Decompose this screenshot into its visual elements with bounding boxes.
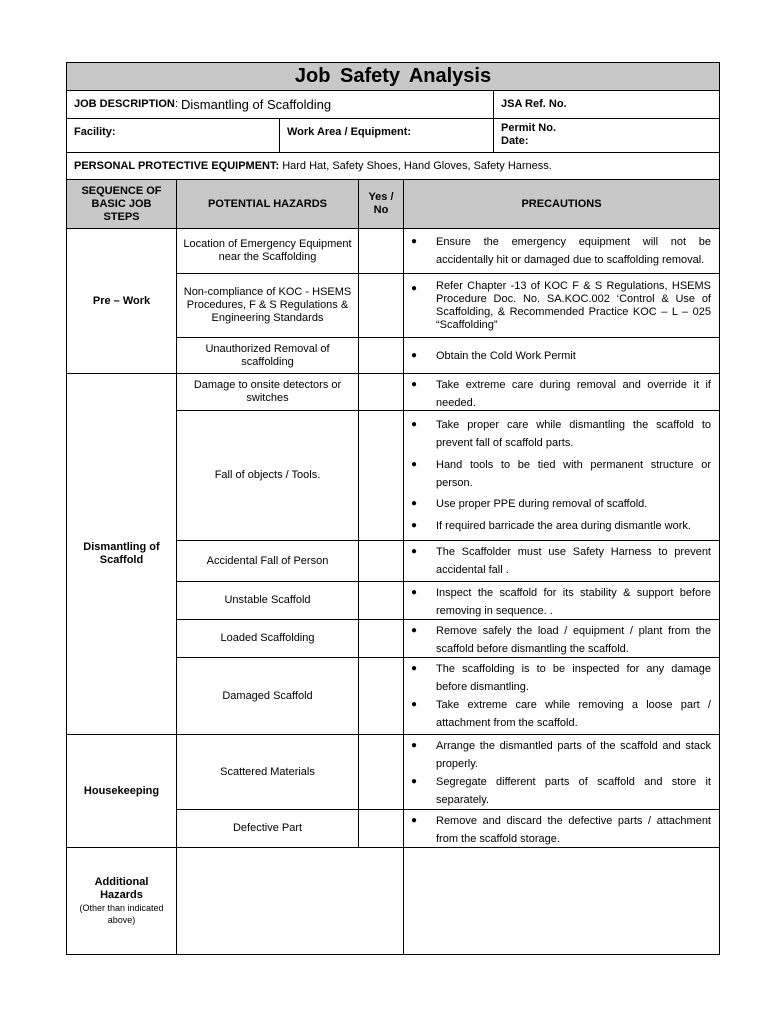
hazard-cell: Accidental Fall of Person	[177, 541, 359, 582]
date-label: Date:	[501, 135, 529, 147]
job-description-value: Dismantling of Scaffolding	[180, 97, 332, 112]
hazard-cell: Loaded Scaffolding	[177, 620, 359, 658]
bullet-icon: ●	[411, 282, 418, 294]
precaution-item: ● The Scaffolder must use Safety Harness to prevent accidental fall .	[411, 543, 711, 579]
precaution-item: ● Refer Chapter -13 of KOC F & S Regulations, HSEMS Procedure Doc. No. SA.KOC.002 ‘Control & Use of Scaffolding, & Recommended Practice KOC – L – 025 “Scaffolding”	[411, 279, 711, 331]
precautions-cell	[404, 810, 719, 848]
job-description-separator: :	[174, 98, 181, 110]
header-precautions: PRECAUTIONS	[404, 180, 719, 229]
yes-no-cell	[359, 374, 404, 411]
header-sequence: SEQUENCE OF BASIC JOB STEPS	[67, 180, 177, 229]
yes-no-cell	[359, 541, 404, 582]
precautions-cell	[404, 338, 719, 374]
hazard-cell: Non-compliance of KOC - HSEMS Procedures, F & S Regulations & Engineering Standards	[177, 274, 359, 338]
bullet-icon: ●	[411, 236, 418, 247]
yes-no-cell	[359, 810, 404, 848]
precautions-cell	[404, 411, 719, 541]
yes-no-cell	[359, 338, 404, 374]
bullet-icon: ●	[411, 349, 418, 361]
precautions-cell	[404, 582, 719, 620]
precaution-item: ● Remove safely the load / equipment / plant from the scaffold before dismantling the scaffold.	[411, 622, 711, 658]
precaution-item: ● Take proper care while dismantling the scaffold to prevent fall of scaffold parts.	[411, 416, 711, 452]
ppe-cell	[67, 153, 719, 180]
bullet-icon: ●	[411, 379, 418, 390]
precautions-cell	[404, 658, 719, 735]
step-dismantling: Dismantling of Scaffold	[67, 374, 177, 735]
precaution-item: ● Take extreme care during removal and override it if needed.	[411, 376, 711, 412]
precautions-cell	[404, 541, 719, 582]
hazard-cell: Unauthorized Removal of scaffolding	[177, 338, 359, 374]
bullet-icon: ●	[411, 815, 418, 826]
yes-no-cell	[359, 229, 404, 274]
step-housekeeping: Housekeeping	[67, 735, 177, 848]
precautions-cell	[404, 620, 719, 658]
jsa-ref-label: JSA Ref. No.	[494, 91, 719, 119]
precautions-cell	[404, 735, 719, 810]
precautions-cell	[404, 229, 719, 274]
precaution-item: ● Remove and discard the defective parts / attachment from the scaffold storage.	[411, 812, 711, 848]
work-area-cell	[280, 119, 494, 153]
bullet-icon: ●	[411, 625, 418, 636]
yes-no-cell	[359, 735, 404, 810]
precautions-cell	[404, 274, 719, 338]
precaution-item: ● Arrange the dismantled parts of the scaffold and stack properly.	[411, 737, 711, 773]
ppe-label: PERSONAL PROTECTIVE EQUIPMENT:	[74, 159, 280, 172]
permit-label: Permit No.	[501, 122, 557, 134]
hazard-cell: Defective Part	[177, 810, 359, 848]
hazard-cell: Scattered Materials	[177, 735, 359, 810]
yes-no-cell	[359, 411, 404, 541]
job-description-cell	[67, 91, 494, 119]
hazard-cell: Fall of objects / Tools.	[177, 411, 359, 541]
hazard-cell: Damage to onsite detectors or switches	[177, 374, 359, 411]
bullet-icon: ●	[411, 519, 418, 531]
precaution-item: ● Take extreme care while removing a loose part / attachment from the scaffold.	[411, 696, 711, 732]
step-pre-work: Pre – Work	[67, 229, 177, 374]
hazard-cell: Unstable Scaffold	[177, 582, 359, 620]
facility-label: Facility:	[74, 126, 116, 138]
additional-precautions-entry[interactable]	[404, 848, 719, 954]
form-title: Job Safety Analysis	[67, 63, 719, 91]
job-safety-analysis-form	[66, 62, 720, 955]
bullet-icon: ●	[411, 740, 418, 751]
hazard-cell: Damaged Scaffold	[177, 658, 359, 735]
yes-no-cell	[359, 658, 404, 735]
precaution-item: ● Obtain the Cold Work Permit	[411, 347, 711, 365]
bullet-icon: ●	[411, 699, 418, 710]
bullet-icon: ●	[411, 458, 418, 470]
precaution-item: ● If required barricade the area during dismantle work.	[411, 517, 711, 535]
bullet-icon: ●	[411, 546, 418, 557]
work-area-label: Work Area / Equipment:	[287, 126, 412, 138]
additional-hazards-label: Additional Hazards	[94, 876, 149, 901]
bullet-icon: ●	[411, 776, 418, 787]
hazard-cell: Location of Emergency Equipment near the Scaffolding	[177, 229, 359, 274]
header-yes-no: Yes / No	[359, 180, 404, 229]
precaution-item: ● The scaffolding is to be inspected for any damage before dismantling.	[411, 660, 711, 696]
job-description-label: JOB DESCRIPTION	[74, 98, 175, 110]
yes-no-cell	[359, 582, 404, 620]
bullet-icon: ●	[411, 663, 418, 674]
precaution-item: ● Inspect the scaffold for its stability & support before removing in sequence. .	[411, 584, 711, 620]
additional-hazards-entry[interactable]	[177, 848, 404, 954]
permit-cell	[494, 119, 719, 153]
precaution-item: ● Segregate different parts of scaffold and store it separately.	[411, 773, 711, 809]
bullet-icon: ●	[411, 587, 418, 598]
additional-hazards-sublabel: (Other than indicated above)	[79, 903, 164, 925]
precaution-item: ● Ensure the emergency equipment will not be accidentally hit or damaged due to scaffolding removal.	[411, 233, 711, 269]
ppe-value: Hard Hat, Safety Shoes, Hand Gloves, Safety Harness.	[279, 159, 552, 172]
additional-hazards-cell	[67, 848, 177, 954]
yes-no-cell	[359, 620, 404, 658]
yes-no-cell	[359, 274, 404, 338]
precaution-item: ● Hand tools to be tied with permanent structure or person.	[411, 456, 711, 492]
facility-cell	[67, 119, 280, 153]
bullet-icon: ●	[411, 419, 418, 431]
precautions-cell	[404, 374, 719, 411]
bullet-icon: ●	[411, 498, 418, 510]
precaution-item: ● Use proper PPE during removal of scaffold.	[411, 495, 711, 513]
header-hazards: POTENTIAL HAZARDS	[177, 180, 359, 229]
